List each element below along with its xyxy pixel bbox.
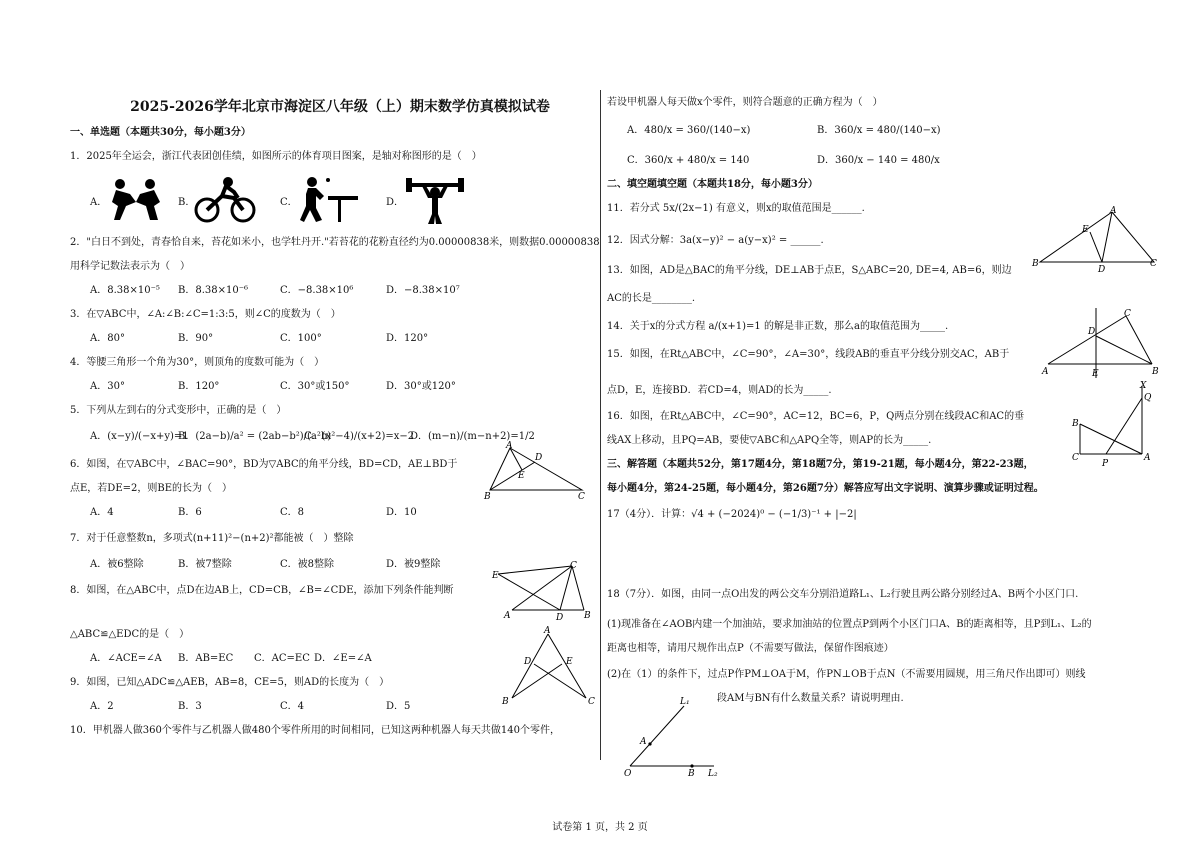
q15-label-e: E: [1092, 369, 1099, 379]
question-4: 4．等腰三角形一个角为30°，则顶角的度数可能为（ ）: [70, 357, 325, 368]
q18-label-a: A: [640, 737, 647, 747]
q8-option-d: D．∠E=∠A: [314, 653, 372, 664]
q3-option-b: B．90°: [178, 333, 214, 344]
paper-title: 2025-2026学年北京市海淀区八年级（上）期末数学仿真模拟试卷: [130, 99, 550, 115]
question-10-line-1: 10．甲机器人做360个零件与乙机器人做480个零件所用的时间相同，已知这两种机器人每天共做140个零件，: [70, 725, 560, 736]
q2-option-b: B．8.38×10⁻⁶: [178, 285, 249, 296]
q9-option-b: B．3: [178, 701, 202, 712]
q7-option-d: D．被9整除: [386, 559, 441, 570]
section-2-heading: 二、填空题填空题（本题共18分，每小题3分）: [607, 179, 818, 190]
q6-label-c: C: [578, 492, 585, 502]
question-18-part-1-line-2: 距离也相等，请用尺规作出点P（不需要写做法，保留作图痕迹）: [607, 643, 894, 654]
q8-label-e: E: [492, 571, 499, 581]
q16-label-c: C: [1072, 453, 1079, 463]
question-18-part-2-line-1: (2)在（1）的条件下，过点P作PM⊥OA于M，作PN⊥OB于点N（不需要用圆规，用三角尺作出即可）则线: [607, 669, 1086, 680]
q7-option-c: C．被8整除: [280, 559, 335, 570]
q16-label-b: B: [1072, 419, 1079, 429]
q13-label-e: E: [1082, 225, 1089, 235]
question-3: 3．在▽ABC中，∠A:∠B:∠C=1:3:5，则∠C的度数为（ ）: [70, 309, 341, 320]
q9-label-a: A: [544, 626, 551, 636]
q9-option-c: C．4: [280, 701, 305, 712]
question-16-line-2: 线AX上移动，且PQ=AB，要使▽ABC和△APQ全等，则AP的长为_____.: [607, 435, 932, 446]
question-15-line-2: 点D，E，连接BD．若CD=4，则AD的长为_____.: [607, 385, 832, 396]
q18-figure: [620, 694, 730, 780]
q2-option-c: C．−8.38×10⁶: [280, 285, 354, 296]
q8-option-b: B．AB=EC: [178, 653, 234, 664]
q9-label-c: C: [588, 697, 595, 707]
q16-figure: [1070, 380, 1160, 470]
section-3-heading-line-1: 三、解答题（本题共52分，第17题4分，第18题7分，第19-21题，每小题4分，第22-23题，: [607, 459, 1034, 470]
q13-label-d: D: [1098, 265, 1106, 272]
q13-label-c: C: [1150, 259, 1157, 269]
q2-option-a: A．8.38×10⁻⁵: [90, 285, 160, 296]
question-6-line-1: 6．如图，在▽ABC中，∠BAC=90°，BD为▽ABC的角平分线，BD=CD，AE⊥BD于: [70, 459, 458, 470]
q13-label-b: B: [1032, 259, 1039, 269]
q1-option-d: D．: [386, 197, 405, 208]
q13-figure: [1030, 206, 1162, 272]
question-13-line-1: 13．如图，AD是△BAC的角平分线，DE⊥AB于点E，S△ABC=20, DE=4, AB=6，则边: [607, 265, 1012, 276]
q1-option-c: C．: [280, 197, 298, 208]
q8-label-d: D: [556, 613, 564, 622]
column-divider: [600, 90, 601, 760]
q18-label-b: B: [688, 769, 695, 779]
question-2-line-1: 2．"白日不到处，青春恰自来，苔花如米小，也学牡丹开."若苔花的花粉直径约为0.00000838米，则数据0.00000838: [70, 237, 600, 248]
q10-option-a: A．480/x = 360/(140−x): [627, 125, 751, 136]
q9-figure: [498, 624, 598, 708]
question-9: 9．如图，已知△ADC≌△AEB，AB=8，CE=5，则AD的长度为（ ）: [70, 677, 390, 688]
q15-label-a: A: [1042, 367, 1049, 377]
question-8-line-1: 8．如图，在△ABC中，点D在边AB上，CD=CB，∠B=∠CDE，添加下列条件能判断: [70, 585, 454, 596]
question-12: 12．因式分解：3a(x−y)² − a(y−x)² = ______.: [607, 235, 824, 246]
q18-label-o: O: [624, 769, 632, 779]
q8-figure: [488, 560, 596, 622]
q6-option-b: B．6: [178, 507, 202, 518]
question-6-line-2: 点E，若DE=2，则BE的长为（ ）: [70, 483, 233, 494]
question-11: 11．若分式 5x/(2x−1) 有意义，则x的取值范围是______.: [607, 203, 865, 214]
table-tennis-icon: [298, 174, 360, 224]
q4-option-b: B．120°: [178, 381, 220, 392]
q16-label-q: Q: [1144, 393, 1152, 403]
q5-option-d: D．(m−n)/(m−n+2)=1/2: [410, 431, 535, 442]
q3-option-c: C．100°: [280, 333, 322, 344]
question-18-part-2-line-2: 段AM与BN有什么数量关系？请说明理由.: [717, 693, 904, 704]
q16-label-p: P: [1102, 459, 1109, 469]
q6-label-a: A: [506, 441, 513, 451]
q7-option-a: A．被6整除: [90, 559, 144, 570]
q8-label-b: B: [584, 611, 591, 621]
q3-option-a: A．80°: [90, 333, 125, 344]
q8-option-c: C．AC=EC: [254, 653, 310, 664]
q2-option-d: D．−8.38×10⁷: [386, 285, 460, 296]
question-14: 14．关于x的分式方程 a/(x+1)=1 的解是非正数，那么a的取值范围为_____.: [607, 321, 949, 332]
q10-option-c: C．360/x + 480/x = 140: [627, 155, 750, 166]
q10-option-d: D．360/x − 140 = 480/x: [817, 155, 940, 166]
q6-figure: [480, 440, 590, 502]
q9-option-d: D．5: [386, 701, 411, 712]
q9-label-e: E: [566, 657, 573, 667]
q1-option-a: A．: [90, 197, 108, 208]
question-5: 5．下列从左到右的分式变形中，正确的是（ ）: [70, 405, 287, 416]
wrestling-icon: [106, 176, 166, 224]
q5-option-c: C．(x²−4)/(x+2)=x−2: [304, 431, 415, 442]
question-10-line-2: 若设甲机器人每天做x个零件，则符合题意的正确方程为（ ）: [607, 97, 883, 108]
q4-option-a: A．30°: [90, 381, 125, 392]
q15-label-b: B: [1152, 367, 1159, 377]
q1-option-b: B．: [178, 197, 196, 208]
q8-label-a: A: [504, 611, 511, 621]
q10-option-b: B．360/x = 480/(140−x): [817, 125, 941, 136]
q9-label-d: D: [524, 657, 532, 667]
question-18: 18（7分）．如图，由同一点O出发的两公交车分别沿道路L₁、L₂行驶且两公路分别经过A、B两个小区门口.: [607, 589, 1079, 600]
question-16-line-1: 16．如图，在Rt△ABC中，∠C=90°，AC=12，BC=6，P，Q两点分别在线段AC和AC的垂: [607, 411, 1025, 422]
question-18-part-1-line-1: (1)现准备在∠AOB内建一个加油站，要求加油站的位置点P到两个小区门口A、B的距离相等，且P到L₁、L₂的: [607, 619, 1092, 630]
q18-label-l2: L₂: [708, 769, 718, 779]
q4-option-c: C．30°或150°: [280, 381, 350, 392]
q9-option-a: A．2: [90, 701, 114, 712]
q8-label-c: C: [570, 561, 577, 571]
q15-figure: [1040, 306, 1162, 380]
question-8-line-2: △ABC≌△EDC的是（ ）: [70, 629, 190, 640]
question-17: 17（4分）．计算：√4 + (−2024)⁰ − (−1/3)⁻¹ + |−2|: [607, 509, 857, 520]
q16-label-a: A: [1144, 453, 1151, 463]
q13-label-a: A: [1110, 206, 1117, 216]
q6-option-c: C．8: [280, 507, 305, 518]
q8-option-a: A．∠ACE=∠A: [90, 653, 162, 664]
q6-label-d: D: [535, 453, 543, 463]
q15-label-c: C: [1124, 309, 1131, 319]
q15-label-d: D: [1088, 327, 1096, 337]
q5-option-a: A．(x−y)/(−x+y)=1: [90, 431, 189, 442]
page-footer: 试卷第 1 页，共 2 页: [552, 822, 648, 833]
q16-label-x: X: [1140, 381, 1147, 391]
section-3-heading-line-2: 每小题4分，第24-25题，每小题4分，第26题7分）解答应写出文字说明、演算步骤或证明过程。: [607, 483, 1044, 494]
q5-option-b: B．(2a−b)/a² = (2ab−b²)/(a²b): [178, 431, 332, 442]
q7-option-b: B．被7整除: [178, 559, 232, 570]
question-1: 1．2025年全运会，浙江代表团创佳绩，如图所示的体育项目图案，是轴对称图形的是（ ）: [70, 151, 482, 162]
question-2-line-2: 用科学记数法表示为（ ）: [70, 261, 190, 272]
question-13-line-2: AC的长是________.: [607, 293, 696, 304]
weightlifting-icon: [404, 174, 466, 226]
section-1-heading: 一、单选题（本题共30分，每小题3分）: [70, 127, 251, 138]
q6-option-d: D．10: [386, 507, 417, 518]
q6-label-b: B: [484, 492, 491, 502]
q6-option-a: A．4: [90, 507, 114, 518]
question-15-line-1: 15．如图，在Rt△ABC中，∠C=90°，∠A=30°，线段AB的垂直平分线分别交AC，AB于: [607, 349, 1010, 360]
question-7: 7．对于任意整数n，多项式(n+11)²−(n+2)²都能被（ ）整除: [70, 533, 354, 544]
q18-label-l1: L₁: [680, 697, 690, 707]
q6-label-e: E: [518, 471, 525, 481]
q4-option-d: D．30°或120°: [386, 381, 456, 392]
cycling-icon: [194, 176, 256, 224]
q9-label-b: B: [502, 697, 509, 707]
q3-option-d: D．120°: [386, 333, 429, 344]
